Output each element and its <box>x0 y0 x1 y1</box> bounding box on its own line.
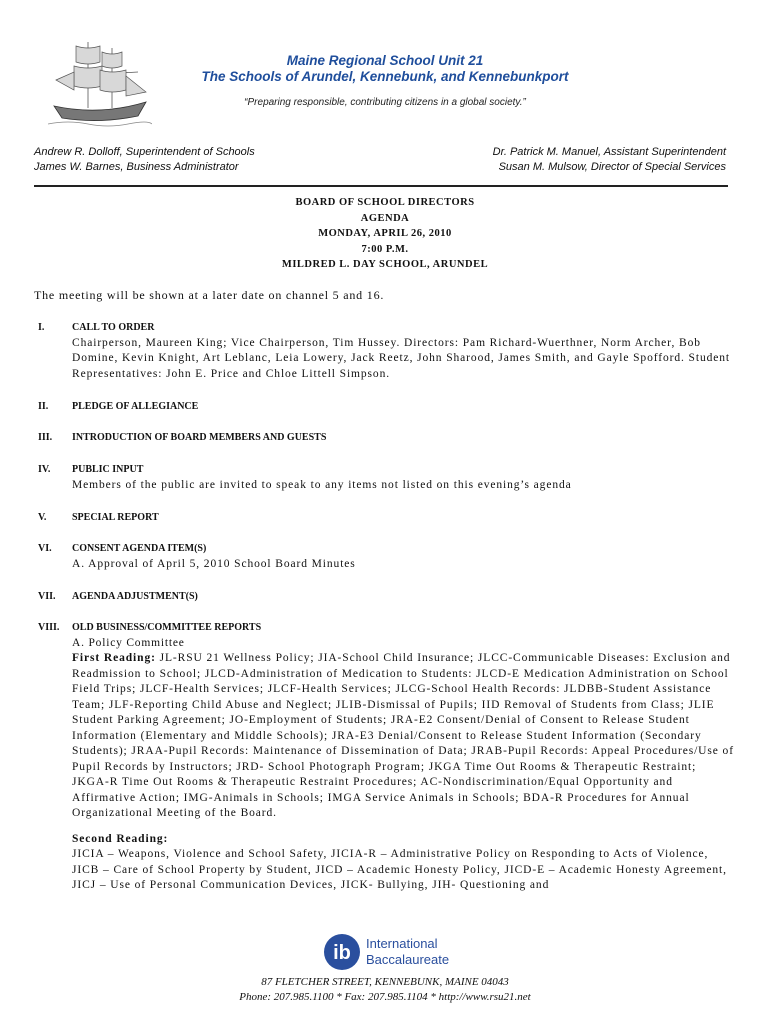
item-number: IV. <box>38 464 51 475</box>
ib-logo-mark: ib <box>333 942 351 964</box>
second-reading-block <box>72 832 734 894</box>
agenda-item-adjustments <box>34 589 734 605</box>
agenda-item-consent <box>34 541 734 572</box>
item-text: Chairperson, Maureen King; Vice Chairperson, Tim Hussey. Directors: Pam Richard-Wuerthner, Norm Archer, Bob Domine, Kevin Knight, Art Leblanc, Leia Lowery, Jack Reetz, John Sharood, James Smith, and Gayle Spofford. Student Representatives: John E. Price and Chloe Littell Simpson. <box>72 336 731 380</box>
ib-logo <box>322 930 452 974</box>
item-number: VII. <box>38 591 56 602</box>
footer-address: 87 FLETCHER STREET, KENNEBUNK, MAINE 04043 <box>261 976 509 988</box>
org-subtitle: The Schools of Arundel, Kennebunk, and Kennebunkport <box>201 69 569 84</box>
item-number: II. <box>38 401 49 412</box>
item-title: PLEDGE OF ALLEGIANCE <box>72 401 199 412</box>
agenda-item-old-business <box>34 620 734 894</box>
first-reading-text: JL-RSU 21 Wellness Policy; JIA-School Child Insurance; JLCC-Communicable Diseases: Exclusion and Readmission to School; JLCD-Administration of Medication to Students: JLCD-E Medication Administration on School Field Trips; JLCF-Health Services; JLCF-Health Services; JLCG-School Health Records: JLDBB-Student Assistance Team; JLF-Reporting Child Abuse and Neglect; JLIB-Dismissal of Pupils; IID Removal of Students from Class; JLIE Student Parking Agreement; JO-Employment of Students; JRA-E2 Consent/Denial of Consent to Release Student Information (Elementary and Middle Schools); JRA-E3 Denial/Consent to Release Student Information (Secondary Students); JRAA-Pupil Records: Maintenance of Dissemination of Data; JRAB-Pupil Records: Appeal Procedures/Use of Pupil Records by Instructors; JRD- School Photograph Program; JKGA Time Out Rooms & Therapeutic Restraint; JKGA-R Time Out Rooms & Therapeutic Restraint Procedures; AC-Nondiscrimination/Equal Opportunity and Affirmative Action; IMG-Animals in Schools; IMGA Service Animals in Schools; BDA-R Procedures for Annual Organizational Meeting of the Board. <box>72 652 734 819</box>
ib-logo-line1: International <box>366 936 438 951</box>
ib-logo-line2: Baccalaureate <box>366 952 450 967</box>
item-text: A. Approval of April 5, 2010 School Board Minutes <box>72 557 356 570</box>
first-reading-label: First Reading: <box>72 652 156 664</box>
broadcast-note: The meeting will be shown at a later date on channel 5 and 16. <box>34 288 385 302</box>
agenda-item-introductions <box>34 430 734 446</box>
meeting-time: 7:00 P.M. <box>361 243 409 255</box>
first-reading-block <box>72 651 734 822</box>
meeting-date: MONDAY, APRIL 26, 2010 <box>318 228 452 239</box>
item-number: I. <box>38 322 45 333</box>
org-name: Maine Regional School Unit 21 <box>286 53 484 68</box>
school-ship-logo <box>48 36 152 132</box>
agenda-item-call-to-order <box>34 320 734 382</box>
staff-right <box>493 145 726 175</box>
item-number: VIII. <box>38 622 60 633</box>
item-number: V. <box>38 512 47 523</box>
agenda-label: AGENDA <box>360 212 410 224</box>
agenda-item-pledge <box>34 399 734 415</box>
agenda-item-special-report <box>34 510 734 526</box>
item-text: Members of the public are invited to speak to any items not listed on this evening’s agenda <box>72 478 572 491</box>
second-reading-label: Second Reading: <box>72 832 169 845</box>
agenda-header <box>0 195 770 273</box>
policy-committee-label: A. Policy Committee <box>72 636 185 649</box>
motto: “Preparing responsible, contributing citizens in a global society.” <box>244 97 526 108</box>
staff-superintendent: Andrew R. Dolloff, Superintendent of Schools <box>34 146 255 158</box>
board-title: BOARD OF SCHOOL DIRECTORS <box>295 197 475 208</box>
agenda-item-public-input <box>34 462 734 493</box>
item-number: VI. <box>38 543 52 554</box>
item-title: INTRODUCTION OF BOARD MEMBERS AND GUESTS <box>72 432 327 443</box>
footer-contact: Phone: 207.985.1100 * Fax: 207.985.1104 * http://www.rsu21.net <box>239 991 531 1003</box>
staff-business-admin: James W. Barnes, Business Administrator <box>34 161 239 173</box>
item-number: III. <box>38 432 53 443</box>
item-title: PUBLIC INPUT <box>72 464 144 475</box>
meeting-location: MILDRED L. DAY SCHOOL, ARUNDEL <box>281 259 489 270</box>
item-title: CALL TO ORDER <box>72 322 155 333</box>
item-title: CONSENT AGENDA ITEM(S) <box>72 543 207 554</box>
item-title: SPECIAL REPORT <box>72 512 159 523</box>
item-title: AGENDA ADJUSTMENT(S) <box>72 591 198 602</box>
staff-asst-superintendent: Dr. Patrick M. Manuel, Assistant Superintendent <box>492 146 726 158</box>
staff-left <box>34 145 255 175</box>
staff-special-services: Susan M. Mulsow, Director of Special Services <box>498 161 726 173</box>
header-divider <box>34 185 728 187</box>
item-title: OLD BUSINESS/COMMITTEE REPORTS <box>72 622 262 633</box>
second-reading-text: JICIA – Weapons, Violence and School Safety, JICIA-R – Administrative Policy on Responding to Acts of Violence, JICB – Care of School Property by Student, JICD – Academic Honesty Policy, JICD-E – Academic Honesty Agreement, JICJ – Use of Personal Communication Devices, JICK- Bullying, JIH- Questioning and <box>72 848 727 891</box>
